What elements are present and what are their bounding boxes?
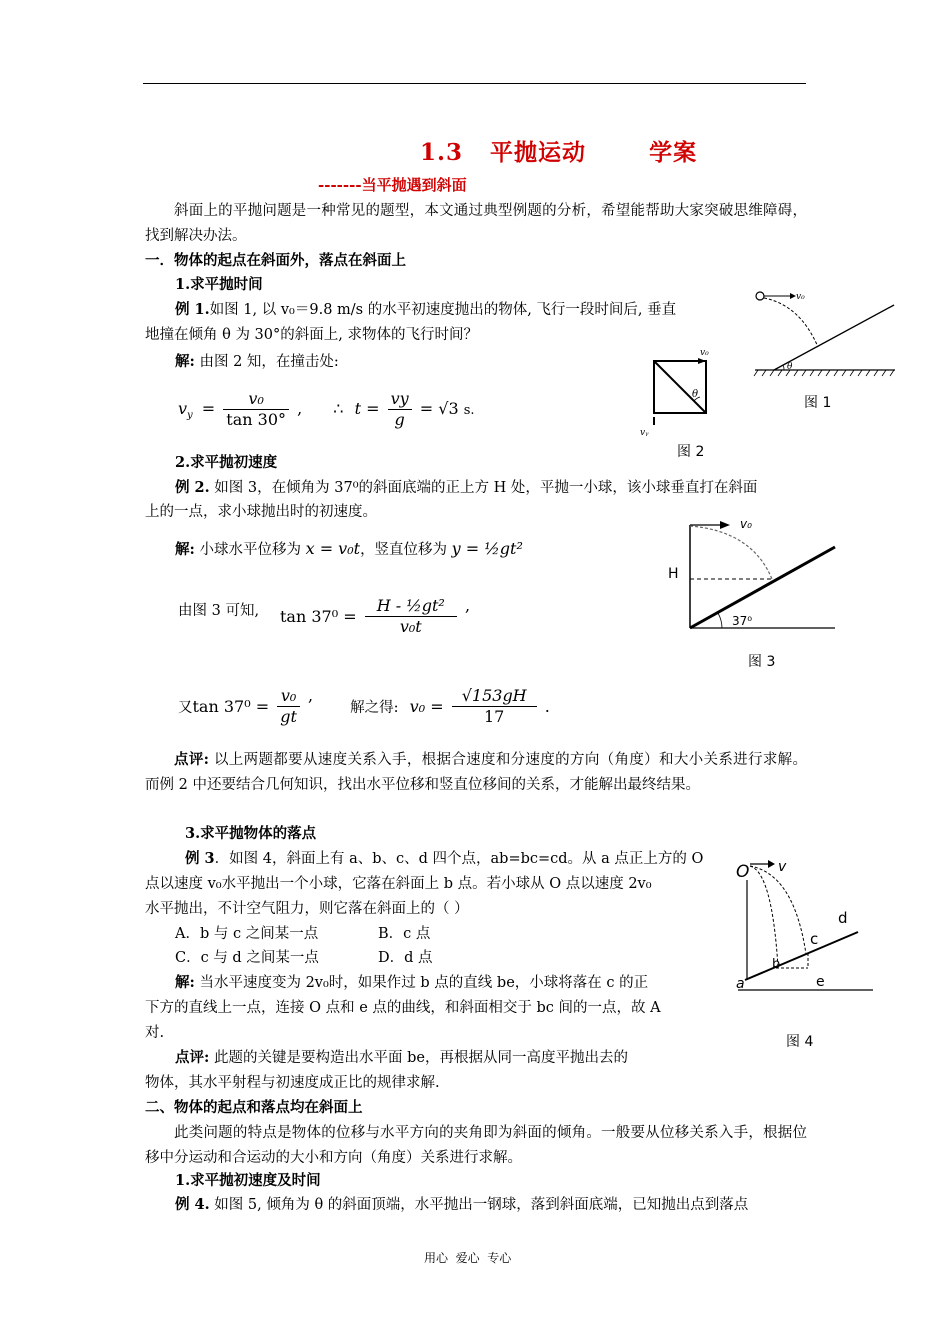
example-3-line-1 [185,848,703,870]
eq1-t: t = [354,399,380,418]
eq3-lhs: tan 37⁰ = [192,697,270,716]
solution-1-label: 解: [175,353,195,370]
fig4-d-label: d [838,909,848,927]
example-4-label: 例 4. [175,1196,210,1213]
eq1-lhs: v [178,399,188,418]
solution-3-line-1 [175,972,648,994]
fig2-v0-label: v₀ [700,348,709,358]
example-4-text: 如图 5, 倾角为 θ 的斜面顶端，水平抛出一钢球，落到斜面底端，已知抛出点到落点 [209,1197,749,1213]
eq1-fraction [223,389,289,430]
comment-2-text-1: 此题的关键是要构造出水平面 be，再根据从同一高度平抛出去的 [209,1050,628,1066]
fig4-a-label: a [736,976,745,992]
equation-3: 又tan 37⁰ = $\frac{\text{v₀}}{gt}$ , 解之得: v₀ = $\frac{√153gH}{17}$ . [178,686,550,726]
eq3-fraction [277,686,300,727]
eq1-numerator-2: vy [388,389,412,410]
eq2-lhs: tan 37⁰ = [280,607,357,626]
eq2-denominator: v₀t [399,617,422,636]
eq3-denominator-2: 17 [483,707,505,726]
eq1-unit: s. [463,403,475,418]
option-c: C．c 与 d 之间某一点 [175,950,319,966]
page-footer: 用心 爱心 专心 [424,1251,512,1265]
fig2-vy-label: vᵧ [640,428,649,438]
sub-heading-1: 1.求平抛时间 [175,276,263,293]
fig1-v0-label: v₀ [796,292,805,302]
figure-2-caption: 图 2 [677,444,705,460]
fig1-theta-label: θ [787,362,793,372]
page-title: 1.3 平抛运动 学案 [420,139,698,166]
option-d: D．d 点 [378,950,433,966]
comment-2-line-2: 物体，其水平射程与初速度成正比的规律求解. [145,1075,440,1091]
solution-1-text: 由图 2 知，在撞击处: [194,354,339,370]
solution-2-x: x = v₀t [305,539,361,558]
solution-2-figure-ref: 由图 3 可知, [178,603,260,619]
comment-1-label: 点评: [174,751,210,768]
option-b: B．c 点 [378,926,431,942]
section1-heading: 一．物体的起点在斜面外，落点在斜面上 [145,252,406,269]
sub-heading-2: 2.求平抛初速度 [175,454,278,471]
example-1-label: 例 1. [175,301,210,318]
fig3-angle-label: 37⁰ [732,614,753,628]
solution-2-y: y = ½gt² [451,539,523,558]
example-3-line-3: 水平抛出，不计空气阻力，则它落在斜面上的（ ） [145,901,469,917]
example-2-line-2: 上的一点，求小球抛出时的初速度。 [145,504,377,520]
comment-1 [145,748,807,797]
eq3-prefix: 又 [178,700,193,716]
fig4-b-label: b [772,957,781,972]
eq1-denominator: tan 30° [226,410,287,429]
fig4-O-label: O [736,862,750,882]
example-3-line-2: 点以速度 v₀水平抛出一个小球，它落在斜面上 b 点。若小球从 O 点以速度 2v₀ [145,876,652,892]
solution-2-mid: ，竖直位移为 [360,542,448,558]
figure-4-caption: 图 4 [786,1034,814,1050]
fig4-v-label: v [778,859,787,875]
fig4-e-label: e [816,974,825,990]
eq1-numerator: v₀ [223,389,289,410]
example-1-line-2: 地撞在倾角 θ 为 30°的斜面上, 求物体的飞行时间？ [145,327,478,343]
section2-heading: 二、物体的起点和落点均在斜面上 [145,1099,363,1116]
fig3-H-label: H [668,566,679,582]
equation-2: tan 37⁰ = $\frac{\text{H - ½gt²}}{\text{v₀t}}$ , [280,596,471,636]
comment-2-label: 点评: [175,1049,210,1066]
example-3-label: 例 3 [185,850,215,867]
solution-2-label: 解: [175,541,195,558]
solution-3-text-1: 当水平速度变为 2v₀时，如果作过 b 点的直线 be，小球将落在 c 的正 [194,975,649,991]
eq3-numerator-2: √153gH [452,686,537,707]
eq1-denominator-2: g [394,410,405,429]
eq3-solve-label: 解之得: [350,700,399,716]
figure-1-caption: 图 1 [804,395,832,411]
fig3-v0-label: v₀ [740,517,752,531]
header-rule [143,83,806,84]
eq1-result: = √3 [419,399,459,418]
solution-3-line-3: 对. [145,1025,165,1041]
example-1-line-1 [175,299,676,321]
section2-sub-heading-1: 1.求平抛初速度及时间 [175,1172,321,1189]
eq1-fraction-2 [388,389,412,430]
fig2-theta-label: θ [692,389,699,400]
page-subtitle: -------当平抛遇到斜面 [318,176,467,194]
example-4-line [175,1194,748,1216]
eq2-numerator: H - ½gt² [365,596,457,617]
example-2-text-1: 如图 3，在倾角为 37⁰的斜面底端的正上方 H 处，平抛一小球，该小球垂直打在斜面 [209,480,758,496]
solution-3-label: 解: [175,974,195,991]
solution-2-line [175,538,523,561]
sub-heading-3: 3.求平抛物体的落点 [185,825,317,842]
figure-4 [728,850,878,1000]
figure-1 [750,285,900,385]
comment-2-line-1 [175,1047,628,1069]
example-2-line-1 [175,477,757,499]
intro-paragraph: 斜面上的平抛问题是一种常见的题型，本文通过典型例题的分析，希望能帮助大家突破思维障碍，找到解决办法。 [145,203,807,244]
eq3-v0: v₀ = [409,697,444,716]
figure-2 [638,345,718,440]
eq1-therefore: ∴ [333,399,344,418]
fig4-c-label: c [810,930,819,948]
eq2-fraction [365,596,457,637]
example-2-label: 例 2. [175,479,210,496]
solution-3-line-2: 下方的直线上一点，连接 O 点和 e 点的曲线，和斜面相交于 bc 间的一点，故 A [145,1000,661,1016]
option-a: A．b 与 c 之间某一点 [175,926,319,942]
eq3-numerator: v₀ [277,686,300,707]
eq3-fraction-2 [452,686,537,727]
comment-1-text: 以上两题都要从速度关系入手，根据合速度和分速度的方向（角度）和大小关系进行求解。而例 2 中还要结合几何知识，找出水平位移和竖直位移间的关系，才能解出最终结果。 [145,752,807,793]
eq3-denominator: gt [280,707,297,726]
example-1-text-1: 如图 1, 以 v₀＝9.8 m/s 的水平初速度抛出的物体, 飞行一段时间后, 垂直 [209,302,677,318]
solution-1-line [175,351,339,373]
section2-intro: 此类问题的特点是物体的位移与水平方向的夹角即为斜面的倾角。一般要从位移关系入手，根据位移中分运动和合运动的大小和方向（角度）关系进行求解。 [145,1125,807,1166]
figure-3-caption: 图 3 [748,654,776,670]
figure-3 [660,515,840,640]
example-3-text-1: ．如图 4，斜面上有 a、b、c、d 四个点，ab=bc=cd。从 a 点正上方的 O [214,851,704,867]
equation-1: $v_y$ = $\frac{\text{v₀}}{\tan 30^\circ}$ , ∴ t = $\frac{vy}{g}$ = √3 s. [178,389,475,429]
solution-2-text: 小球水平位移为 [194,542,301,558]
